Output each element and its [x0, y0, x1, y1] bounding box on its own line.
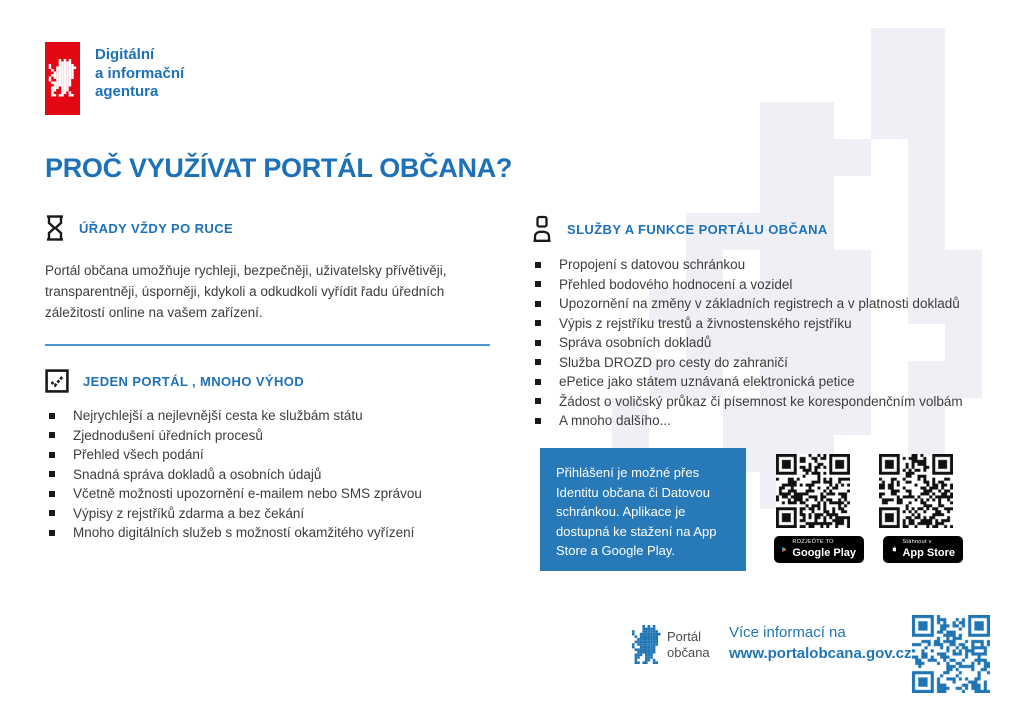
- bullet-icon: [535, 281, 541, 287]
- list-item-text: Služba DROZD pro cesty do zahraničí: [559, 354, 788, 370]
- dia-logo-line: a informační: [95, 64, 185, 82]
- services-list: [531, 255, 1011, 431]
- list-item: [531, 255, 1011, 275]
- bullet-icon: [535, 359, 541, 365]
- badge-top-label: ROZJEĎTE TO: [792, 539, 834, 546]
- website-link[interactable]: www.portalobcana.gov.cz: [729, 645, 912, 662]
- bullet-icon: [535, 398, 541, 404]
- list-item: [531, 353, 1011, 373]
- list-item: [45, 523, 510, 543]
- portal-logo-line: Portál: [667, 629, 701, 644]
- list-item: [45, 426, 510, 446]
- login-info-box: [540, 448, 746, 571]
- list-item: [45, 504, 510, 524]
- list-item: [531, 294, 1011, 314]
- offices-paragraph: Portál občana umožňuje rychleji, bezpečněji, uživatelsky přívětivěji, transparentněji, úsporněji, kdykoli a odkudkoli vyřídit řadu úředních záležitostí online na vašem zařízení.: [45, 263, 447, 320]
- list-item-text: Propojení s datovou schránkou: [559, 257, 746, 272]
- dia-logo-line: agentura: [95, 83, 159, 100]
- bullet-icon: [49, 432, 55, 438]
- list-item-text: Mnoho digitálních služeb s možností okamžitého vyřízení: [73, 525, 415, 540]
- section-title: JEDEN PORTÁL , MNOHO VÝHOD: [83, 373, 305, 389]
- czech-lion-icon: [45, 42, 80, 115]
- section-advantages-header: [45, 369, 304, 393]
- bullet-icon: [535, 301, 541, 307]
- qr-code-footer: [912, 615, 990, 693]
- bullet-icon: [49, 452, 55, 458]
- list-item: [531, 411, 1011, 431]
- portal-obcana-logo-text: [667, 629, 710, 661]
- apple-icon: [891, 542, 896, 557]
- page-title: PROČ VYUŽÍVAT PORTÁL OBČANA?: [45, 153, 513, 183]
- footer-info: [729, 622, 912, 664]
- login-info-text: Přihlášení je možné přes Identitu občana či Datovou schránkou. Aplikace je dostupná ke stažení na App Store a Google Play.: [556, 465, 717, 559]
- bullet-icon: [535, 320, 541, 326]
- list-item: [45, 465, 510, 485]
- bullet-icon: [49, 491, 55, 497]
- list-item: [45, 484, 510, 504]
- person-icon: [531, 215, 553, 243]
- badge-store-name: Google Play: [792, 546, 856, 559]
- bullet-icon: [535, 340, 541, 346]
- list-item: [531, 275, 1011, 295]
- badge-top-label: Stáhnout v: [902, 539, 932, 546]
- bullet-icon: [49, 510, 55, 516]
- dia-logo-line: Digitální: [95, 46, 155, 63]
- more-info-label: Více informací na: [729, 624, 846, 641]
- list-item-text: Včetně možnosti upozornění e-mailem nebo SMS zprávou: [73, 486, 422, 501]
- app-store-badge[interactable]: [883, 536, 963, 563]
- google-play-badge[interactable]: [774, 536, 864, 563]
- list-item-text: Přehled všech podání: [73, 447, 204, 462]
- list-item: [531, 392, 1011, 412]
- list-item-text: Správa osobních dokladů: [559, 335, 712, 350]
- list-item-text: Nejrychlejší a nejlevnější cesta ke službám státu: [73, 408, 363, 423]
- portal-logo-line: občana: [667, 645, 710, 660]
- bullet-icon: [535, 418, 541, 424]
- divider-line: [45, 344, 490, 346]
- list-item-text: Výpisy z rejstříků zdarma a bez čekání: [73, 505, 305, 521]
- hourglass-icon: [45, 215, 65, 241]
- list-item-text: Žádost o voličský průkaz či písemnost ke korespondenčním volbám: [559, 393, 963, 409]
- section-services-header: [531, 215, 828, 243]
- bullet-icon: [535, 379, 541, 385]
- section-offices-header: [45, 215, 233, 241]
- list-item-text: ePetice jako státem uznávaná elektronická petice: [559, 374, 855, 389]
- list-item-text: A mnoho dalšího...: [559, 413, 671, 428]
- list-item: [531, 314, 1011, 334]
- list-item-text: Přehled bodového hodnocení a vozidel: [559, 276, 793, 292]
- bullet-icon: [535, 262, 541, 268]
- qr-code-google-play: [776, 454, 850, 528]
- list-item: [531, 372, 1011, 392]
- dia-logo-text: [95, 46, 184, 102]
- bullet-icon: [49, 530, 55, 536]
- bullet-icon: [49, 413, 55, 419]
- list-item-text: Výpis z rejstříku trestů a živnostenského rejstříku: [559, 315, 852, 331]
- portal-obcana-lion-icon: [631, 624, 663, 666]
- section-title: ÚŘADY VŽDY PO RUCE: [79, 220, 234, 236]
- advantages-list: [45, 406, 510, 543]
- dia-logo: [45, 42, 80, 115]
- badge-store-name: App Store: [902, 546, 955, 559]
- checkbox-icon: [45, 369, 69, 393]
- list-item-text: Snadná správa dokladů a osobních údajů: [73, 466, 322, 482]
- list-item-text: Zjednodušení úředních procesů: [73, 427, 263, 443]
- qr-code-app-store: [879, 454, 953, 528]
- list-item-text: Upozornění na změny v základních registrech a v platnosti dokladů: [559, 296, 960, 311]
- list-item: [531, 333, 1011, 353]
- section-title: SLUŽBY A FUNKCE PORTÁLU OBČANA: [567, 221, 828, 237]
- list-item: [45, 445, 510, 465]
- list-item: [45, 406, 510, 426]
- google-play-icon: [782, 542, 786, 557]
- bullet-icon: [49, 471, 55, 477]
